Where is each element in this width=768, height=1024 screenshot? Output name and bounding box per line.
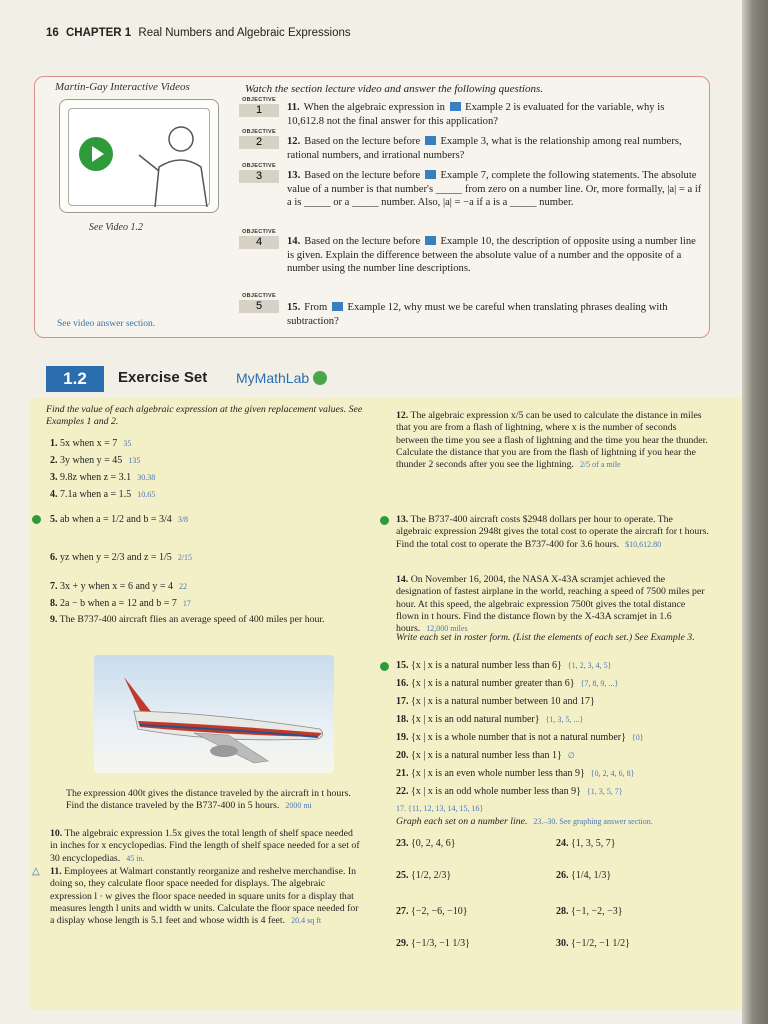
exercise-item: 2. 3y when y = 45 135 xyxy=(50,455,141,466)
objective-badge: OBJECTIVE 5 xyxy=(239,293,279,313)
running-header xyxy=(46,27,351,39)
interactive-video-box xyxy=(34,76,710,338)
video-exercise-icon[interactable] xyxy=(380,662,389,671)
set-item: 19. {x | x is a whole number that is not a natural number} {0} xyxy=(396,732,644,743)
chapter-title: Real Numbers and Algebraic Expressions xyxy=(138,27,351,39)
video-question: 13. Based on the lecture before Example 7, complete the following statements. The absolute value of a number is that number's _____ from zero on a number line. Or, more formally, |a| = a if a is _____ or a _____ number. Also, |a| = −a if a is a _____ number. xyxy=(287,170,702,208)
exercise-item: 9. The B737-400 aircraft flies an average speed of 400 miles per hour. xyxy=(50,614,325,625)
mymathlab-logo[interactable]: MyMathLab xyxy=(236,370,327,386)
right-column xyxy=(396,410,716,1010)
graph-item: 27. {−2, −6, −10} xyxy=(396,906,468,917)
video-example-icon[interactable] xyxy=(425,170,436,179)
exercise-item: 8. 2a − b when a = 12 and b = 7 17 xyxy=(50,598,191,609)
video-instruction: Watch the section lecture video and answer the following questions. xyxy=(245,83,543,95)
airplane-icon xyxy=(94,655,334,773)
see-video-label[interactable]: See Video 1.2 xyxy=(89,222,143,233)
airplane-photo xyxy=(94,655,334,773)
video-box-title: Martin-Gay Interactive Videos xyxy=(55,81,190,93)
graph-item: 29. {−1/3, −1 1/3} xyxy=(396,938,470,949)
graph-item: 30. {−1/2, −1 1/2} xyxy=(556,938,630,949)
exercise-item: 13. The B737-400 aircraft costs $2948 dollars per hour to operate. The algebraic expression 2948t gives the total cost to operate the aircraft for t hours. Find the total cost to operate the B737-400 for 3.6 hours. $10,612.80 xyxy=(396,514,709,550)
exercise-item: 5. ab when a = 1/2 and b = 3/4 3/8 xyxy=(50,514,189,525)
video-exercise-icon[interactable] xyxy=(32,515,41,524)
graph-item: 26. {1/4, 1/3} xyxy=(556,870,612,881)
video-screen xyxy=(68,108,210,206)
graph-item: 24. {1, 3, 5, 7} xyxy=(556,838,616,849)
exercise-item: 10. The algebraic expression 1.5x gives the total length of shelf space needed in inches for x encyclopedias. Find the length of shelf space needed for a set of 30 encyclopedias. 45 in. xyxy=(50,828,360,864)
set-item: 17. {x | x is a natural number between 10 and 17} xyxy=(396,696,595,707)
video-example-icon[interactable] xyxy=(332,302,343,311)
graph-item: 28. {−1, −2, −3} xyxy=(556,906,623,917)
video-thumbnail[interactable] xyxy=(59,99,219,213)
instruction-text: Find the value of each algebraic expression at the given replacement values. See Examples 1 and 2. xyxy=(46,404,363,428)
exercise-item: 6. yz when y = 2/3 and z = 1/5 2/15 xyxy=(50,552,193,563)
set-item: 21. {x | x is an even whole number less than 9} {0, 2, 4, 6, 8} xyxy=(396,768,635,779)
objective-badge: OBJECTIVE 3 xyxy=(239,163,279,183)
set-item: 16. {x | x is a natural number greater than 6} {7, 8, 9, ...} xyxy=(396,678,619,689)
video-example-icon[interactable] xyxy=(425,236,436,245)
exercise-item: 12. The algebraic expression x/5 can be used to calculate the distance in miles that you are from a flash of lightning, where x is the number of seconds between the time you see a flash of lightning and the time you hear the thunder. Calculate the distance that you are from the flash of lightning if you hear the thunder 2 seconds after you see the lightning. 2/5 of a mile xyxy=(396,410,708,471)
page-number: 16 xyxy=(46,27,59,39)
set-item: 20. {x | x is a natural number less than 1} ∅ xyxy=(396,750,575,761)
figure-caption: The expression 400t gives the distance traveled by the aircraft in t hours. Find the distance traveled by the B737-400 in 5 hours. 2000 mi xyxy=(66,788,351,812)
video-answer-link[interactable]: See video answer section. xyxy=(57,319,156,329)
answer-17: 17. {11, 12, 13, 14, 15, 16} xyxy=(396,804,484,813)
exercise-item: 4. 7.1a when a = 1.5 10.65 xyxy=(50,489,156,500)
set-item: 22. {x | x is an odd whole number less than 9} {1, 3, 5, 7} xyxy=(396,786,623,797)
instruction-text: Write each set in roster form. (List the elements of each set.) See Example 3. xyxy=(396,632,695,643)
video-question: 15. From Example 12, why must we be careful when translating phrases dealing with subtraction? xyxy=(287,302,668,327)
video-example-icon[interactable] xyxy=(425,136,436,145)
exercise-set-title: Exercise Set xyxy=(118,369,208,386)
exercise-item: 11. Employees at Walmart constantly reorganize and reshelve merchandise. In doing so, they calculate floor space needed for displays. The algebraic expression l · w gives the floor space needed in square units for a display that measures length l units and width w units. Calculate the floor space needed for a display whose length is 5.1 feet and whose width is 4 feet. 20.4 sq ft xyxy=(50,866,359,927)
video-question: 11. When the algebraic expression in Example 2 is evaluated for the variable, why is 10,612.8 not the final answer for this application? xyxy=(287,102,665,127)
exercise-item: 3. 9.8z when z = 3.1 30.38 xyxy=(50,472,156,483)
section-number-badge: 1.2 xyxy=(46,366,104,392)
exercise-item: 14. On November 16, 2004, the NASA X-43A scramjet achieved the designation of fastest airplane in the world, reaching a speed of 7500 miles per hour. At this speed, the algebraic expression 7500t gives the total distance flown in t hours. Find the distance flown by the X-43A scramjet in 1.6 hours. 12,000 miles xyxy=(396,574,705,635)
graph-item: 23. {0, 2, 4, 6} xyxy=(396,838,456,849)
exercise-item: 7. 3x + y when x = 6 and y = 4 22 xyxy=(50,581,188,592)
page-edge xyxy=(742,0,768,1024)
presenter-figure-icon xyxy=(69,109,211,207)
graph-item: 25. {1/2, 2/3} xyxy=(396,870,452,881)
video-example-icon[interactable] xyxy=(450,102,461,111)
set-item: 15. {x | x is a natural number less than 6} {1, 2, 3, 4, 5} xyxy=(396,660,612,671)
video-exercise-icon[interactable] xyxy=(380,516,389,525)
objective-badge: OBJECTIVE 2 xyxy=(239,129,279,149)
graph-instruction: Graph each set on a number line. 23.–30. See graphing answer section. xyxy=(396,816,653,827)
exercise-item: 1. 5x when x = 7 35 xyxy=(50,438,132,449)
triangle-icon: △ xyxy=(32,866,40,877)
objective-badge: OBJECTIVE 4 xyxy=(239,229,279,249)
video-question: 12. Based on the lecture before Example 3, what is the relationship among real numbers, rational numbers, and irrational numbers? xyxy=(287,136,682,161)
mymathlab-play-icon xyxy=(313,371,327,385)
video-question: 14. Based on the lecture before Example 10, the description of opposite using a number line is given. Explain the difference between the absolute value of a number and the opposite of a number using the number line descriptions. xyxy=(287,236,696,274)
chapter-label: CHAPTER 1 xyxy=(66,27,132,39)
set-item: 18. {x | x is an odd natural number} {1, 3, 5, ...} xyxy=(396,714,584,725)
objective-badge: OBJECTIVE 1 xyxy=(239,97,279,117)
